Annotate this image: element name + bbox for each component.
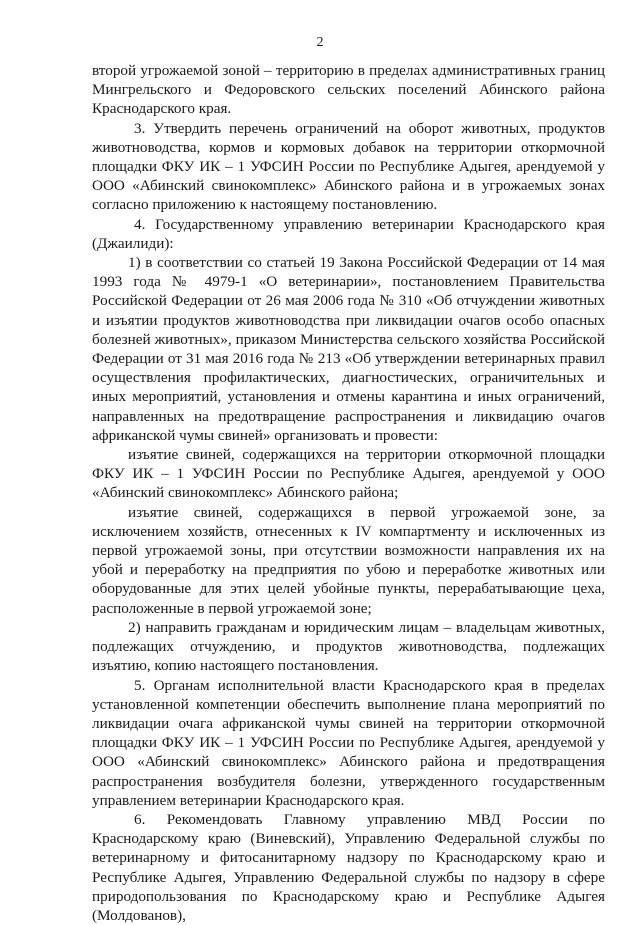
paragraph-seizure-farm: изъятие свиней, содержащихся на территории откормочной площадки ФКУ ИК – 1 УФСИН России по Республике Адыгея, арендуемой у ООО «Абинский свинокомплекс» Абинского района; [92,446,605,502]
paragraph-item-5: 5. Органам исполнительной власти Краснодарского края в пределах установленной компетенции обеспечить выполнение плана мероприятий по ликвидации очага африканской чумы свиней на территории откормочной площадки ФКУ ИК – 1 УФСИН России по Республике Адыгея, арендуемой у ООО «Абинский свинокомплекс» Абинского района и предотвращения распространения возбудителя болезни, утвержденного государственным управлением ветеринарии Краснодарского края. [92,676,605,809]
paragraph-seizure-first-zone: изъятие свиней, содержащихся в первой угрожаемой зоне, за исключением хозяйств, отнесенных к IV компартменту и исключенных из первой угрожаемой зоны, при отсутствии возможности направления их на убой и переработку на предприятия по убою и переработке животных или оборудованные для этих целей убойные пункты, перерабатывающие цеха, расположенные в первой угрожаемой зоне; [92,503,605,617]
paragraph-item-3: 3. Утвердить перечень ограничений на оборот животных, продуктов животноводства, кормов и кормовых добавок на территории откормочной площадки ФКУ ИК – 1 УФСИН России по Республике Адыгея, арендуемой у ООО «Абинский свинокомплекс» Абинского района и в угрожаемых зонах согласно приложению к настоящему постановлению. [92,119,605,214]
paragraph-item-4-1: 1) в соответствии со статьей 19 Закона Российской Федерации от 14 мая 1993 года № 4979-1 «О ветеринарии», постановлением Правительства Российской Федерации от 26 мая 2006 года № 310 «Об отчуждении животных и изъятии продуктов животноводства при ликвидации очагов особо опасных болезней животных», приказом Министерства сельского хозяйства Российской Федерации от 31 мая 2016 года № 213 «Об утверждении ветеринарных правил осуществления профилактических, диагностических, ограничительных и иных мероприятий, установления и отмены карантина и иных ограничений, направленных на предотвращение распространения и ликвидацию очагов африканской чумы свиней» организовать и провести: [92,254,605,444]
paragraph-item-4: 4. Государственному управлению ветеринарии Краснодарского края (Джаилиди): [92,215,605,252]
paragraph-item-6: 6. Рекомендовать Главному управлению МВД России по Краснодарскому краю (Виневский), Управлению Федеральной службы по ветеринарному и фитосанитарному надзору по Краснодарскому краю и Республике Адыгея, Управлению Федеральной службы по надзору в сфере природопользования по Краснодарскому краю и Республике Адыгея (Молдованов), [92,810,605,924]
paragraph-item-4-2: 2) направить гражданам и юридическим лицам – владельцам животных, подлежащих отчуждению, и продуктов животноводства, подлежащих изъятию, копию настоящего постановления. [92,618,605,675]
page-number: 2 [316,35,324,50]
paragraph-second-threat-zone: второй угрожаемой зоной – территорию в пределах административных границ Мингрельского и Федоровского сельских поселений Абинского района Краснодарского края. [92,62,605,118]
document-body [92,61,605,925]
